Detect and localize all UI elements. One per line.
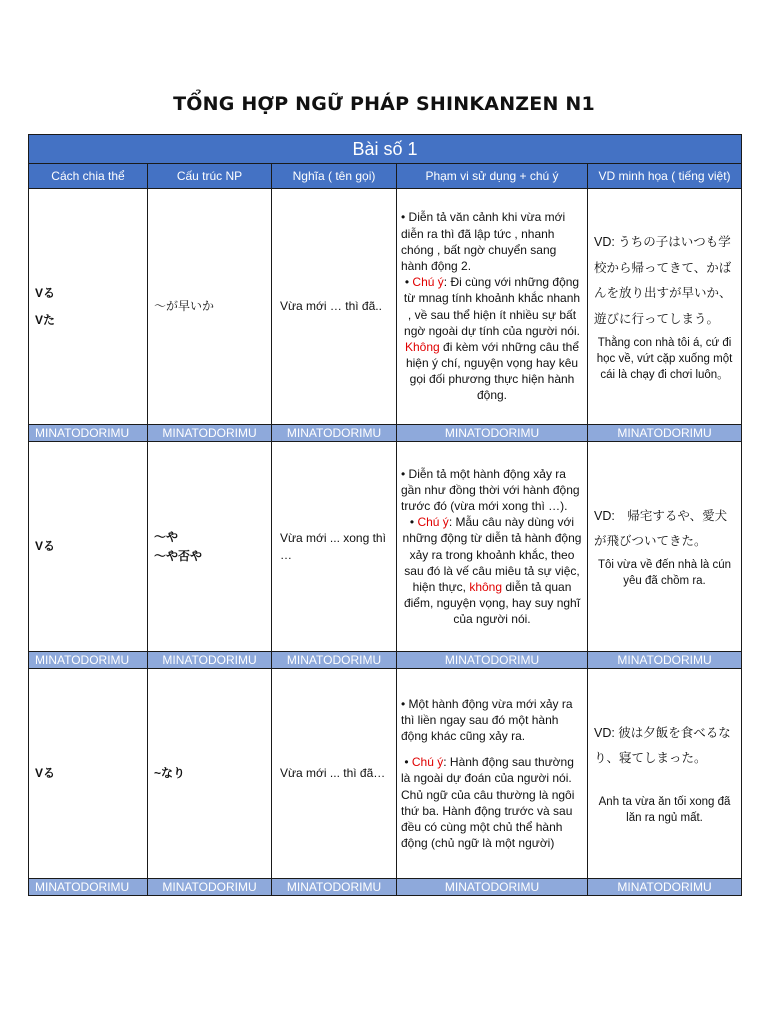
watermark-text: MINATODORIMU <box>397 652 588 669</box>
verb-form: Vる <box>35 766 56 781</box>
usage-note-rest: diễn tả quan điểm, nguyện vọng, hay suy nghĩ của người nói. <box>403 579 581 627</box>
example-japanese: VD: 彼は夕飯を食べるなり、寝てしまった。 <box>594 725 731 766</box>
grammar-row <box>29 669 742 879</box>
verb-form: Vる <box>35 539 56 554</box>
watermark-text: MINATODORIMU <box>397 879 588 896</box>
usage-cell <box>397 442 588 652</box>
meaning-cell: Vừa mới … thì đã.. <box>272 189 397 425</box>
example-japanese: VD: うちの子はいつも学校から帰ってきて、かばんを放り出すが早いか、遊びに行ってしまう。 <box>594 235 732 326</box>
column-header-row <box>29 164 742 189</box>
usage-intro: • Một hành động vừa mới xảy ra thì liền ngay sau đó một hành động khác cũng xảy ra. <box>401 696 573 744</box>
usage-note: • Chú ý: Đi cùng với những động từ mnag tính khoảnh khắc nhanh , về sau thể hiện ít nhiều sự bất ngờ ngoài dự tính của người nói. Không đi kèm với những câu thể hiện ý chí, nguyện vọng hay kêu gọi đối phương thực hiện hành động. <box>403 275 581 403</box>
usage-intro: • Diễn tả một hành động xảy ra gần như đồng thời với hành động trước đó (vừa mới xong thì …). <box>401 466 580 513</box>
column-header-usage: Phạm vi sử dụng + chú ý <box>397 164 588 189</box>
column-header-example: VD minh họa ( tiếng việt) <box>588 164 742 189</box>
watermark-row <box>29 425 742 442</box>
example-vietnamese: Tôi vừa về đến nhà là cún yêu đã chồm ra. <box>598 559 732 588</box>
example-vietnamese: Thằng con nhà tôi á, cứ đi học về, vứt cặp xuống một cái là chạy đi chơi luôn。 <box>596 336 733 381</box>
document-title: TỔNG HỢP NGỮ PHÁP SHINKANZEN N1 <box>173 93 595 115</box>
usage-note-text: : Đi cùng với những động từ mnag tính khoảnh khắc nhanh , về sau thể hiện ít nhiều sự bất ngờ ngoài dự tính của người nói. <box>403 275 581 338</box>
note-label: Chú ý <box>417 515 449 530</box>
watermark-text: MINATODORIMU <box>29 879 148 896</box>
watermark-text: MINATODORIMU <box>272 879 397 896</box>
watermark-text: MINATODORIMU <box>588 879 742 896</box>
watermark-text: MINATODORIMU <box>148 879 272 896</box>
note-label: Chú ý <box>411 755 444 770</box>
grammar-structure: ～や <box>154 530 179 545</box>
example-cell <box>588 189 742 425</box>
note-label: Chú ý <box>412 275 444 290</box>
watermark-text: MINATODORIMU <box>397 425 588 442</box>
watermark-text: MINATODORIMU <box>588 652 742 669</box>
example-japanese: VD: 帰宅するや、愛犬が飛びついてきた。 <box>594 508 728 549</box>
watermark-text: MINATODORIMU <box>29 425 148 442</box>
grammar-row <box>29 189 742 425</box>
grammar-structure: ～が早いか <box>154 299 215 314</box>
usage-highlight: không <box>469 579 503 594</box>
example-cell <box>588 442 742 652</box>
grammar-structure: ～や否や <box>154 548 203 563</box>
usage-intro: • Diễn tả văn cảnh khi vừa mới diễn ra thì đã lập tức , nhanh chóng , bất ngờ chuyển sang hành động 2. <box>401 210 566 273</box>
watermark-text: MINATODORIMU <box>29 652 148 669</box>
watermark-row <box>29 879 742 896</box>
usage-note: • Chú ý: Hành động sau thường là ngoài dự đoán của người nói. Chủ ngữ của câu thường là ngôi thứ ba. Hành động trước và sau đều có cùng một chủ thể hành động (chủ ngữ là một người) <box>401 755 575 851</box>
verb-form-cell <box>29 189 148 425</box>
column-header-structure: Cấu trúc NP <box>148 164 272 189</box>
structure-cell <box>148 442 272 652</box>
watermark-text: MINATODORIMU <box>588 425 742 442</box>
watermark-text: MINATODORIMU <box>272 425 397 442</box>
watermark-text: MINATODORIMU <box>272 652 397 669</box>
verb-form-cell <box>29 442 148 652</box>
usage-note-rest: đi kèm với những câu thể hiện ý chí, nguyện vọng hay kêu gọi đối phương thực hiện hành động. <box>405 339 579 403</box>
grammar-structure: ~なり <box>154 766 186 781</box>
watermark-row <box>29 652 742 669</box>
structure-cell <box>148 189 272 425</box>
column-header-form: Cách chia thể <box>29 164 148 189</box>
verb-form: Vる <box>35 286 56 301</box>
usage-cell <box>397 669 588 879</box>
example-vietnamese: Anh ta vừa ăn tối xong đã lăn ra ngủ mất. <box>598 796 731 825</box>
verb-form-cell <box>29 669 148 879</box>
grammar-table <box>28 134 742 896</box>
meaning-cell: Vừa mới ... xong thì … <box>272 442 397 652</box>
structure-cell <box>148 669 272 879</box>
usage-cell <box>397 189 588 425</box>
usage-highlight: Không <box>404 339 440 354</box>
usage-note: • Chú ý: Mẫu câu này dùng với những động từ diễn tả hành động xảy ra trong khoảnh khắc, theo sau đó là vế câu miêu tả sự việc, hiện thực, không diễn tả quan điểm, nguyện vọng, hay suy nghĩ của người nói. <box>402 515 582 627</box>
column-header-meaning: Nghĩa ( tên gọi) <box>272 164 397 189</box>
usage-note-text: : Mẫu câu này dùng với những động từ diễn tả hành động xảy ra trong khoảnh khắc, theo sau đó là vế câu miêu tả sự việc, hiện thực, <box>402 515 582 594</box>
usage-note-text: : Hành động sau thường là ngoài dự đoán của người nói. Chủ ngữ của câu thường là ngôi thứ ba. Hành động trước và sau đều có cùng một chủ thể hành động (chủ ngữ là một người) <box>401 755 575 851</box>
verb-form: Vた <box>35 312 56 327</box>
meaning-cell: Vừa mới ... thì đã… <box>272 669 397 879</box>
grammar-row <box>29 442 742 652</box>
watermark-text: MINATODORIMU <box>148 425 272 442</box>
lesson-header: Bài số 1 <box>29 135 742 164</box>
watermark-text: MINATODORIMU <box>148 652 272 669</box>
lesson-header-row <box>29 135 742 164</box>
example-cell <box>588 669 742 879</box>
